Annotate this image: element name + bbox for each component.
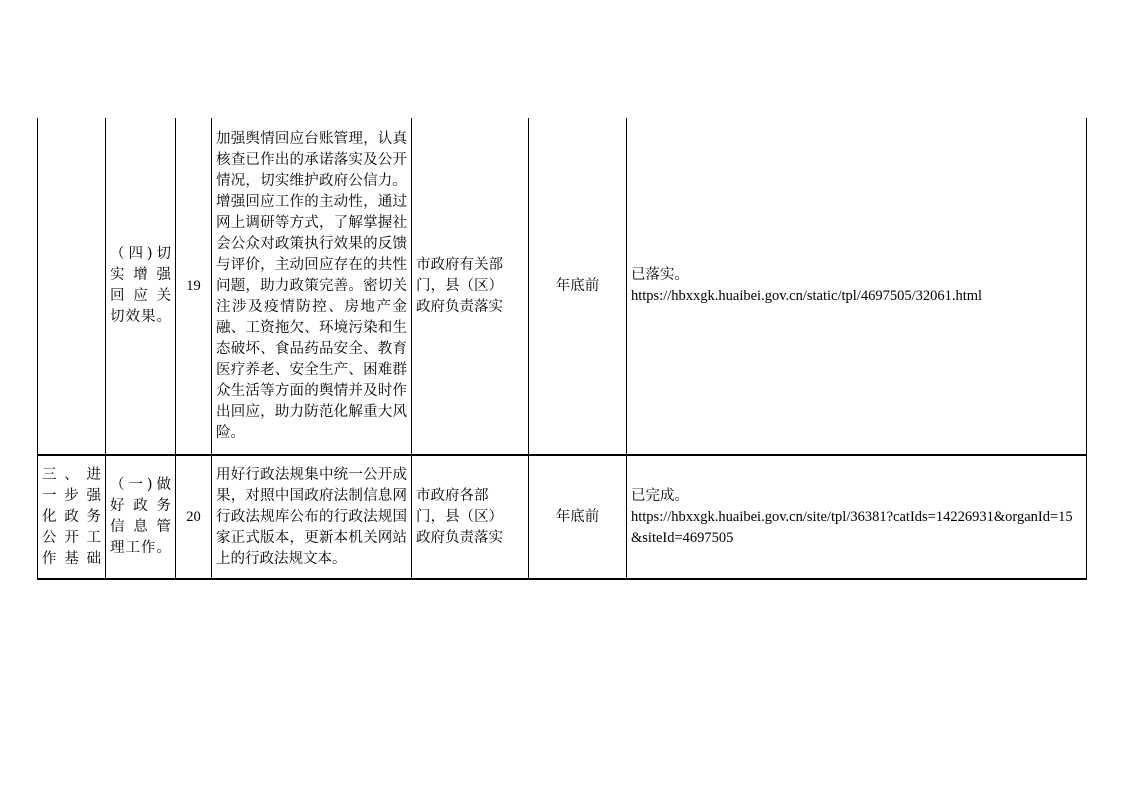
progress-link[interactable]: https://hbxxgk.huaibei.gov.cn/static/tpl/4697505/32061.html <box>631 288 983 304</box>
responsible-line: 政府负责落实 <box>416 298 503 315</box>
progress-status: 已落实。 <box>631 267 689 283</box>
category-line: 化政务 <box>42 508 101 525</box>
task-content: 加强舆情回应台账管理，认真核查已作出的承诺落实及公开情况，切实维护政府公信力。增强回应工作的主动性，通过网上调研等方式，了解掌握社会公众对政策执行效果的反馈与评价，主动回应存在的共性问题，助力政策完善。密切关注涉及疫情防控、房地产金融、工资拖欠、环境污染和生态破坏、食品药品安全、教育医疗养老、安全生产、困难群众生活等方面的舆情并及时作出回应，助力防范化解重大风险。 <box>212 118 412 455</box>
category-line: 公开工 <box>42 529 101 546</box>
subitem-line: 信 息 管 <box>110 519 171 535</box>
subitem-cell <box>106 455 176 579</box>
progress-link[interactable]: https://hbxxgk.huaibei.gov.cn/site/tpl/36381?catIds=14226931&organId=15&siteId=4697505 <box>631 508 1073 546</box>
progress-cell <box>627 455 1087 579</box>
progress-cell <box>627 118 1087 455</box>
category-line: 一步强 <box>42 487 101 504</box>
category-cell <box>38 118 106 455</box>
responsible-cell <box>412 118 529 455</box>
subitem-line: 回 应 关 <box>110 288 171 304</box>
subitem-line: 理工作。 <box>110 540 171 556</box>
progress-status: 已完成。 <box>631 487 689 504</box>
deadline-cell: 年底前 <box>529 455 627 579</box>
subitem-line: 实 增 强 <box>110 267 171 283</box>
deadline-cell: 年底前 <box>529 118 627 455</box>
table-row <box>38 118 1087 455</box>
responsible-line: 市政府有关部 <box>416 256 503 273</box>
subitem-line: 切效果。 <box>110 309 171 325</box>
responsible-line: 门，县（区） <box>416 508 503 525</box>
task-table <box>37 118 1087 580</box>
table-row <box>38 455 1087 579</box>
subitem-line: （四)切 <box>110 246 171 262</box>
task-content: 用好行政法规集中统一公开成果，对照中国政府法制信息网行政法规库公布的行政法规国家正式版本，更新本机关网站上的行政法规文本。 <box>212 455 412 579</box>
subitem-cell <box>106 118 176 455</box>
subitem-line: （一)做 <box>110 477 171 493</box>
category-line: 三、进 <box>42 466 101 483</box>
item-number: 20 <box>176 455 212 579</box>
category-line: 作基础 <box>42 550 101 567</box>
responsible-line: 市政府各部 <box>416 487 489 504</box>
responsible-cell <box>412 455 529 579</box>
responsible-line: 政府负责落实 <box>416 529 503 546</box>
responsible-line: 门，县（区） <box>416 277 503 294</box>
item-number: 19 <box>176 118 212 455</box>
subitem-line: 好 政 务 <box>110 498 171 514</box>
category-cell <box>38 455 106 579</box>
